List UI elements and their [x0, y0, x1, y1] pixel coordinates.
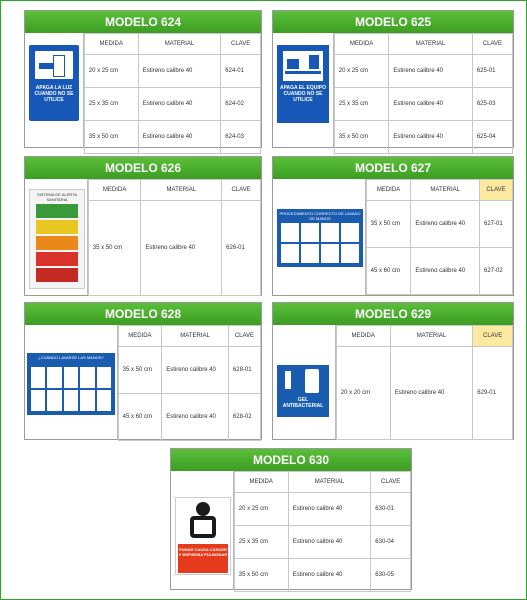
sign-caption: PROCEDIMIENTO CORRECTO DE LAVADO DE MANOS: [279, 211, 361, 221]
spec-table: MEDIDA MATERIAL CLAVE 20 x 25 cm Estireno calibre 40 630-01 25 x 35 cm Estireno calibre 40 630-04 35 x 50 cm Estireno calibre 40 630-05: [234, 471, 411, 592]
table-row: 20 x 25 cm Estireno calibre 40 630-01: [234, 493, 410, 526]
model-title: MODELO 627: [273, 157, 513, 179]
sign-image: [273, 179, 366, 295]
sign-caption: ¿CUÁNDO LAVARSE LAS MANOS?: [38, 355, 104, 360]
table-row: 35 x 50 cm Estireno calibre 40 626-01: [88, 201, 260, 296]
sign-caption: APAGA EL EQUIPO CUANDO NO SE UTILICE: [279, 85, 327, 103]
model-628-card: [24, 302, 262, 440]
sign-image: [273, 33, 334, 147]
table-row: 45 x 60 cm Estireno calibre 40 627-02: [366, 248, 512, 295]
table-row: 20 x 25 cm Estireno calibre 40 624-01: [84, 55, 260, 88]
model-624-card: [24, 10, 262, 148]
spec-table: MEDIDA MATERIAL CLAVE 35 x 50 cm Estireno calibre 40 626-01: [88, 179, 261, 296]
model-title: MODELO 628: [25, 303, 261, 325]
sign-image: [171, 471, 234, 589]
table-row: 25 x 35 cm Estireno calibre 40 624-02: [84, 88, 260, 121]
model-627-card: [272, 156, 514, 296]
lungs-icon: [182, 500, 224, 540]
sign-image: [25, 179, 88, 295]
table-row: 35 x 50 cm Estireno calibre 40 628-01: [118, 347, 260, 394]
table-row: 25 x 35 cm Estireno calibre 40 625-03: [334, 88, 512, 121]
model-title: MODELO 626: [25, 157, 261, 179]
sign-image: [25, 325, 118, 439]
table-row: 25 x 35 cm Estireno calibre 40 630-04: [234, 526, 410, 559]
sign-caption: SISTEMA DE ALERTA SANITARIA: [36, 192, 78, 202]
table-row: 35 x 50 cm Estireno calibre 40 624-03: [84, 121, 260, 154]
model-title: MODELO 625: [273, 11, 513, 33]
model-title: MODELO 630: [171, 449, 411, 471]
sign-image: [273, 325, 336, 439]
col-material: MATERIAL: [138, 34, 221, 55]
sign-caption: APAGA LA LUZ CUANDO NO SE UTILICE: [34, 85, 74, 103]
model-625-card: [272, 10, 514, 148]
table-row: 45 x 60 cm Estireno calibre 40 628-02: [118, 394, 260, 441]
table-row: 20 x 20 cm Estireno calibre 40 629-01: [336, 347, 512, 440]
model-629-card: [272, 302, 514, 440]
model-626-card: [24, 156, 262, 296]
table-row: 35 x 50 cm Estireno calibre 40 625-04: [334, 121, 512, 154]
col-medida: MEDIDA: [84, 34, 138, 55]
model-630-card: [170, 448, 412, 590]
handwash-moments-icon: [31, 367, 111, 411]
spec-table: MEDIDA MATERIAL CLAVE 35 x 50 cm Estireno calibre 40 627-01 45 x 60 cm Estireno calibre 40 627-02: [366, 179, 513, 295]
model-title: MODELO 624: [25, 11, 261, 33]
gel-bottle-icon: [305, 369, 319, 393]
model-title: MODELO 629: [273, 303, 513, 325]
handwash-steps-icon: [281, 223, 359, 263]
sign-caption: GEL ANTIBACTERIAL: [282, 397, 324, 409]
table-row: 35 x 50 cm Estireno calibre 40 627-01: [366, 201, 512, 248]
table-row: 20 x 25 cm Estireno calibre 40 625-01: [334, 55, 512, 88]
arrow-down-icon: [285, 371, 291, 389]
col-clave: CLAVE: [221, 34, 261, 55]
computer-desk-icon: [283, 51, 323, 81]
table-row: 35 x 50 cm Estireno calibre 40 630-05: [234, 559, 410, 592]
spec-table: MEDIDA MATERIAL CLAVE 20 x 25 cm Estireno calibre 40 625-01 25 x 35 cm Estireno calibre 40 625-03 35 x 50 cm Estireno calibre 40 625-04: [334, 33, 513, 154]
spec-table: [84, 33, 261, 154]
sign-image: [25, 33, 84, 147]
light-switch-icon: [35, 51, 73, 79]
sign-caption: FUMAR CAUSA CÁNCER Y ENFISEMA PULMONAR: [178, 544, 228, 573]
spec-table: MEDIDA MATERIAL CLAVE 20 x 20 cm Estireno calibre 40 629-01: [336, 325, 513, 440]
spec-table: MEDIDA MATERIAL CLAVE 35 x 50 cm Estireno calibre 40 628-01 45 x 60 cm Estireno calibre 40 628-02: [118, 325, 261, 441]
